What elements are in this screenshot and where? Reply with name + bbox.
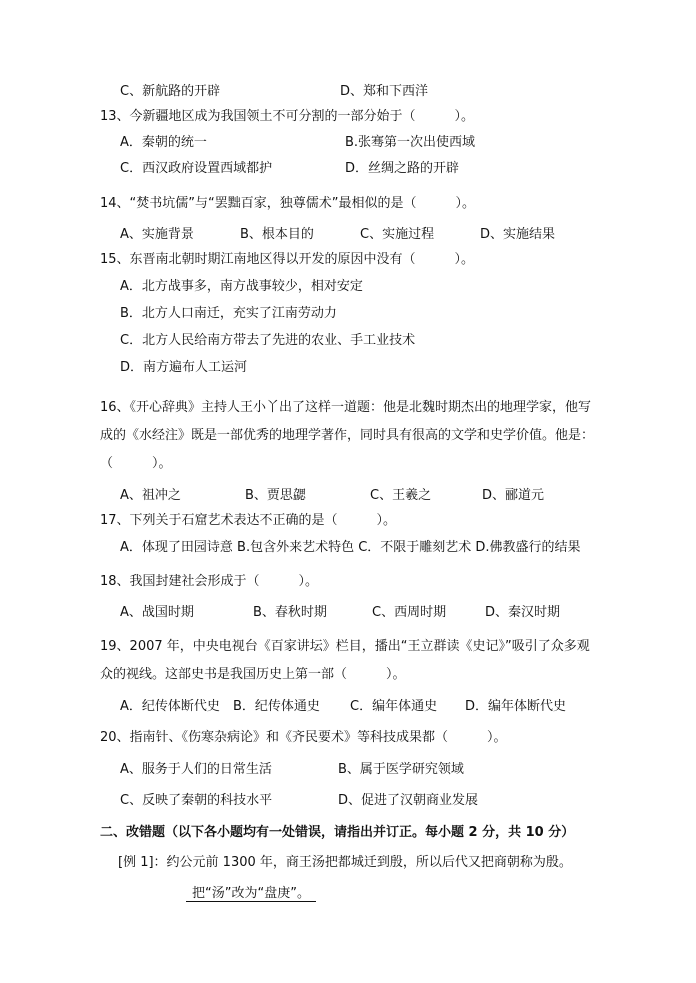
section2-heading: 二、改错题（以下各小题均有一处错误，请指出并订正。每小题 2 分，共 10 分） <box>100 825 575 840</box>
q18-option-c: C、西周时期 <box>372 605 447 620</box>
q18-options-row <box>120 603 600 623</box>
q16-stem-line1: 16、《开心辞典》主持人王小丫出了这样一道题：他是北魏时期杰出的地理学家，他写 <box>100 400 592 415</box>
q18-option-b: B、春秋时期 <box>253 605 327 620</box>
q20-options-row1 <box>120 760 600 780</box>
q16-option-c: C、王羲之 <box>370 488 432 503</box>
q19-option-c: C．编年体通史 <box>350 699 438 714</box>
q15-option-a: A．北方战事多，南方战事较少，相对安定 <box>120 279 363 294</box>
section2-example: [例 1]：约公元前 1300 年，商王汤把都城迁到殷，所以后代又把商朝称为殷。 <box>118 855 572 870</box>
q16-stem-line2: 成的《水经注》既是一部优秀的地理学著作，同时具有很高的文学和史学价值。他是： <box>100 428 595 443</box>
q13-option-b: B.张骞第一次出使西域 <box>345 135 476 150</box>
q18-option-a: A、战国时期 <box>120 605 194 620</box>
q16-option-a: A、祖冲之 <box>120 488 181 503</box>
q19-stem-line1: 19、2007 年，中央电视台《百家讲坛》栏目，播出“王立群读《史记》”吸引了众多观 <box>100 639 590 654</box>
q20-options-row2 <box>120 791 600 811</box>
q16-stem-line3: （ ）。 <box>100 456 172 471</box>
q15-option-d: D．南方遍布人工运河 <box>120 360 248 375</box>
q16-option-b: B、贾思勰 <box>245 488 306 503</box>
q13-options-row1 <box>120 133 640 153</box>
q13-option-c: C．西汉政府设置西域都护 <box>120 161 273 176</box>
q20-option-c: C、反映了秦朝的科技水平 <box>120 793 273 808</box>
q20-stem: 20、指南针、《伤寒杂病论》和《齐民要术》等科技成果都（ ）。 <box>100 730 507 745</box>
q19-option-d: D．编年体断代史 <box>465 699 567 714</box>
q18-stem: 18、我国封建社会形成于（ ）。 <box>100 574 319 589</box>
q20-option-d: D、促进了汉朝商业发展 <box>338 793 479 808</box>
q14-option-c: C、实施过程 <box>360 227 435 242</box>
q19-option-b: B．纪传体通史 <box>233 699 320 714</box>
section2-answer-text: 把“汤”改为“盘庚”。 <box>186 886 316 902</box>
q20-option-a: A、服务于人们的日常生活 <box>120 762 272 777</box>
q19-stem-line2: 众的视线。这部史书是我国历史上第一部（ ）。 <box>100 667 406 682</box>
q15-option-b: B．北方人口南迁，充实了江南劳动力 <box>120 306 337 321</box>
q13-option-d: D．丝绸之路的开辟 <box>345 161 460 176</box>
q19-option-a: A．纪传体断代史 <box>120 699 220 714</box>
q19-options-row <box>120 697 590 717</box>
q12-option-d: D、郑和下西洋 <box>340 84 429 99</box>
q17-options: A．体现了田园诗意 B.包含外来艺术特色 C．不限于雕刻艺术 D.佛教盛行的结果 <box>120 540 581 555</box>
q13-stem: 13、今新疆地区成为我国领土不可分割的一部分始于（ ）。 <box>100 109 475 124</box>
q16-option-d: D、郦道元 <box>482 488 545 503</box>
q14-option-b: B、根本目的 <box>240 227 314 242</box>
q14-options-row <box>120 225 600 245</box>
q20-option-b: B、属于医学研究领域 <box>338 762 464 777</box>
q14-option-d: D、实施结果 <box>480 227 556 242</box>
q17-stem: 17、下列关于石窟艺术表达不正确的是（ ）。 <box>100 513 397 528</box>
q14-option-a: A、实施背景 <box>120 227 194 242</box>
q15-option-c: C．北方人民给南方带去了先进的农业、手工业技术 <box>120 333 416 348</box>
q14-stem: 14、“焚书坑儒”与“罢黜百家，独尊儒术”最相似的是（ ）。 <box>100 196 475 211</box>
q12-options-row <box>120 82 640 102</box>
q13-options-row2 <box>120 159 640 179</box>
q18-option-d: D、秦汉时期 <box>485 605 561 620</box>
q13-option-a: A．秦朝的统一 <box>120 135 207 150</box>
q16-options-row <box>120 486 580 506</box>
q15-stem: 15、东晋南北朝时期江南地区得以开发的原因中没有（ ）。 <box>100 252 475 267</box>
section2-example-answer <box>186 884 316 904</box>
q12-option-c: C、新航路的开辟 <box>120 84 221 99</box>
